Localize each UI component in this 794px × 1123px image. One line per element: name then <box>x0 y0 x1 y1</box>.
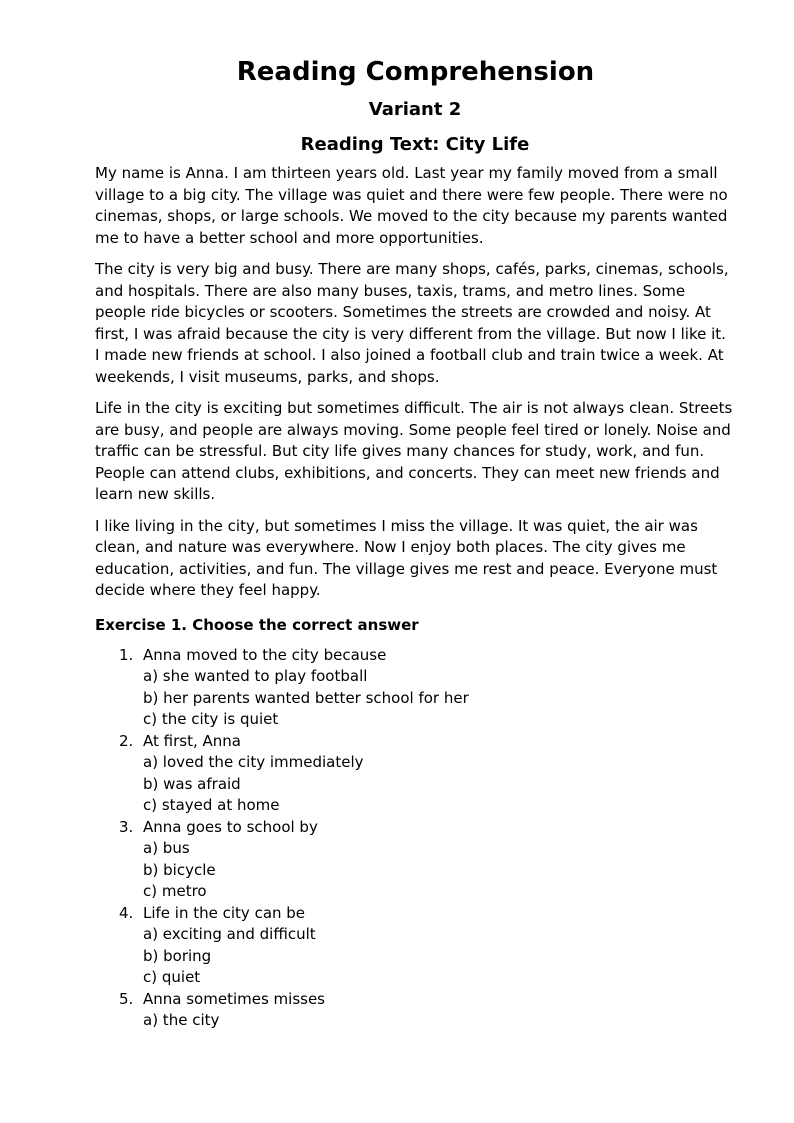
document-page <box>95 54 735 1032</box>
answer-option: c) stayed at home <box>143 796 280 814</box>
question-number: 1. <box>119 645 134 664</box>
answer-option: a) exciting and difficult <box>143 925 316 943</box>
question-text: Anna goes to school by <box>143 817 318 836</box>
question-text: At first, Anna <box>143 731 241 750</box>
answer-option: c) the city is quiet <box>143 710 279 728</box>
answer-option: a) she wanted to play football <box>143 667 368 685</box>
variant-heading: Variant 2 <box>368 99 462 120</box>
question-4 <box>95 903 735 989</box>
paragraph-2: The city is very big and busy. There are many shops, cafés, parks, cinemas, schools, and hospitals. There are also many buses, taxis, trams, and metro lines. Some people ride bicycles or scooters. Sometimes the streets are crowded and noisy. At first, I was afraid because the city is very different from the village. But now I like it. I made new friends at school. I also joined a football club and train twice a week. At weekends, I visit museums, parks, and shops. <box>95 260 729 386</box>
answer-option: a) bus <box>143 839 190 857</box>
question-list <box>95 645 735 1032</box>
answer-option: b) was afraid <box>143 774 241 793</box>
answer-options <box>143 838 735 903</box>
question-2 <box>95 731 735 817</box>
answer-option: b) her parents wanted better school for her <box>143 688 469 707</box>
document-title: Reading Comprehension <box>236 57 595 87</box>
exercise-heading: Exercise 1. Choose the correct answer <box>95 615 419 634</box>
question-number: 2. <box>119 731 134 750</box>
answer-option: c) metro <box>143 882 207 900</box>
question-number: 4. <box>119 903 134 922</box>
paragraph-1: My name is Anna. I am thirteen years old. Last year my family moved from a small village to a big city. The village was quiet and there were few people. There were no cinemas, shops, or large schools. We moved to the city because my parents wanted me to have a better school and more opportunities. <box>95 164 728 247</box>
question-3 <box>95 817 735 903</box>
answer-options <box>143 1010 735 1032</box>
paragraph-4: I like living in the city, but sometimes I miss the village. It was quiet, the air was clean, and nature was everywhere. Now I enjoy both places. The city gives me education, activities, and fun. The village gives me rest and peace. Everyone must decide where they feel happy. <box>95 516 718 599</box>
answer-option: b) bicycle <box>143 860 216 879</box>
answer-options <box>143 752 735 817</box>
answer-option: c) quiet <box>143 968 201 986</box>
answer-option: a) loved the city immediately <box>143 753 364 771</box>
answer-option: a) the city <box>143 1011 220 1029</box>
reading-text-title: Reading Text: City Life <box>300 134 530 155</box>
question-text: Anna sometimes misses <box>143 989 325 1008</box>
paragraph-3: Life in the city is exciting but sometimes difficult. The air is not always clean. Streets are busy, and people are always moving. Some people feel tired or lonely. Noise and traffic can be stressful. But city life gives many chances for study, work, and fun. People can attend clubs, exhibitions, and concerts. They can meet new friends and learn new skills. <box>95 399 733 503</box>
answer-options <box>143 924 735 989</box>
question-number: 5. <box>119 989 134 1008</box>
question-text: Life in the city can be <box>143 903 306 922</box>
question-5 <box>95 989 735 1032</box>
answer-option: b) boring <box>143 946 212 965</box>
question-1 <box>95 645 735 731</box>
answer-options <box>143 666 735 731</box>
question-number: 3. <box>119 817 134 836</box>
question-text: Anna moved to the city because <box>143 645 387 664</box>
